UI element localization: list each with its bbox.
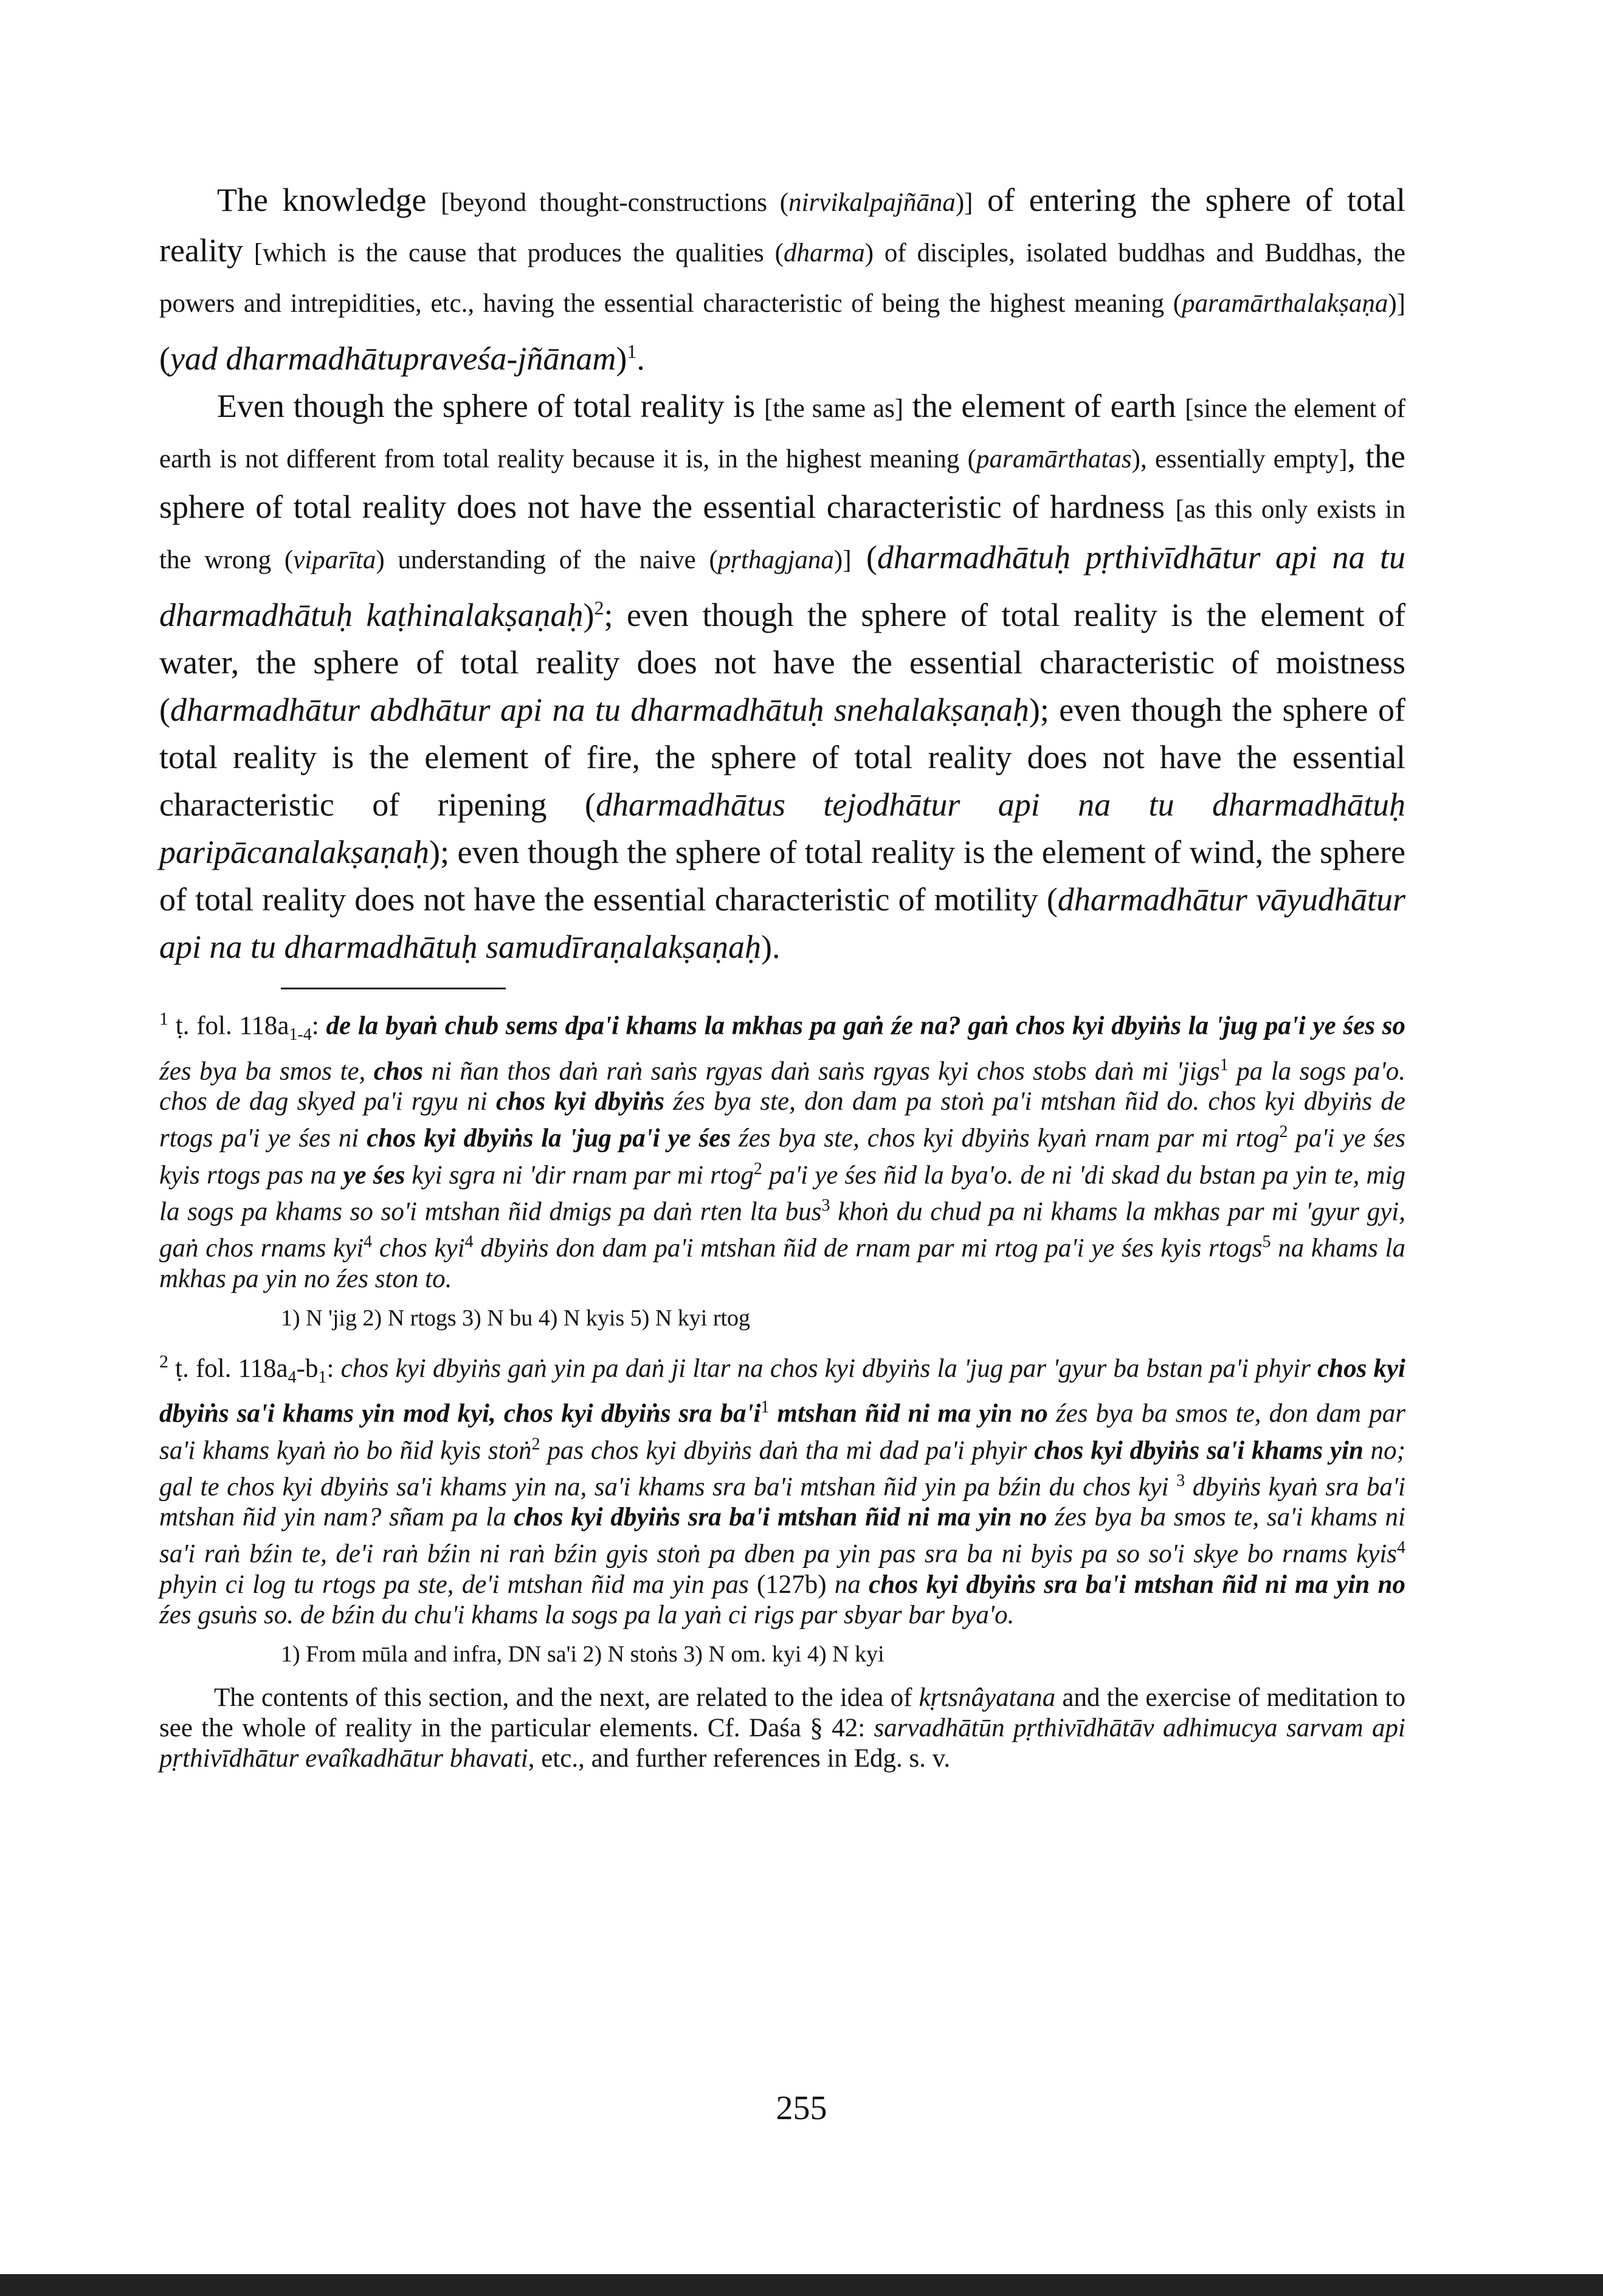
- footnote-ref-2: 2: [594, 597, 604, 619]
- page-number: 255: [776, 2089, 827, 2127]
- note-paragraph: The contents of this section, and the next, are related to the idea of kṛtsnâyatana and the exercise of meditation to see the whole of reality in the particular elements. Cf. Daśa § 42: sarvadhātūn pṛthivīdhātāv adhimucya sarvam api pṛthivīdhātur evaîkadhātur bhavati, etc., and further references in Edg. s. v.: [159, 1683, 1406, 1773]
- footnote-ref-1: 1: [627, 340, 637, 362]
- page-body: [159, 176, 1405, 1774]
- paragraph-knowledge: The knowledge [beyond thought-constructions (nirvikalpajñāna)] of entering the sphere of total reality [which is the cause that produces the qualities (dharma) of disciples, isolated buddhas and Buddhas, the powers and intrepidities, etc., having the essential characteristic of being the highest meaning (paramārthalakṣaṇa)] (yad dharmadhātupraveśa-jñānam)$^1$.: [159, 182, 1405, 377]
- footnote-2-variants: 1) From mūla and infra, DN sa'i 2) N stoṅs 3) N om. kyi 4) N kyi: [281, 1641, 884, 1667]
- scan-edge-bar: [0, 2274, 1603, 2296]
- footnote-1: $^1$ ṭ. fol. $118a_{1-4}$: de la byaṅ chub sems dpa'i khams la mkhas pa gaṅ źe na? gaṅ chos kyi dbyiṅs la 'jug pa'i ye śes so źes bya ba smos te, chos ni ñan thos daṅ raṅ saṅs rgyas daṅ saṅs rgyas kyi chos stobs daṅ mi 'jigs$^1$ pa la sogs pa'o. chos de dag skyed pa'i rgyu ni chos kyi dbyiṅs źes bya ste, don dam pa stoṅ pa'i mtshan ñid do. chos kyi dbyiṅs de rtogs pa'i ye śes ni chos kyi dbyiṅs la 'jug pa'i ye śes źes bya ste, chos kyi dbyiṅs kyaṅ rnam par mi rtog$^2$ pa'i ye śes kyis rtogs pas na ye śes kyi sgra ni 'dir rnam par mi rtog$^2$ pa'i ye śes ñid la bya'o. de ni 'di skad du bstan pa yin te, mig la sogs pa khams so so'i mtshan ñid dmigs pa daṅ rten lta bus$^3$ khoṅ du chud pa ni khams la mkhas par mi 'gyur gyi, gaṅ chos rnams kyi$^4$ chos kyi$^4$ dbyiṅs don dam pa'i mtshan ñid de rnam par mi rtog pa'i ye śes kyis rtogs$^5$ na khams la mkhas pa yin no źes ston to.: [159, 1009, 1406, 1293]
- footnote-1-variants: 1) N 'jig 2) N rtogs 3) N bu 4) N kyis 5) N kyi rtog: [281, 1305, 751, 1331]
- footnote-2: $^2$ ṭ. fol. $118a_4-b_1$: chos kyi dbyiṅs gaṅ yin pa daṅ ji ltar na chos kyi dbyiṅs la 'jug par 'gyur ba bstan pa'i phyir chos kyi dbyiṅs sa'i khams yin mod kyi, chos kyi dbyiṅs sra $ba'i^1$ mtshan ñid ni ma yin no źes bya ba smos te, don dam par sa'i khams kyaṅ ṅo bo ñid kyis stoṅ$^2$ pas chos kyi dbyiṅs daṅ tha mi dad pa'i phyir chos kyi dbyiṅs sa'i khams yin no; gal te chos kyi dbyiṅs sa'i khams yin na, sa'i khams sra ba'i mtshan ñid yin pa bźin du chos kyi $^3$ dbyiṅs kyaṅ sra ba'i mtshan ñid yin nam? sñam pa la chos kyi dbyiṅs sra ba'i mtshan ñid ni ma yin no źes bya ba smos te, sa'i khams ni sa'i raṅ bźin te, de'i raṅ bźin ni raṅ bźin gyis stoṅ pa dben pa yin pas sra ba ni byis pa so so'i skye bo rnams kyis$^4$ phyin ci log tu rtogs pa ste, de'i mtshan ñid ma yin pas (127b) na chos kyi dbyiṅs sra ba'i mtshan ñid ni ma yin no źes gsuṅs so. de bźin du chu'i khams la sogs pa la yaṅ ci rigs par sbyar bar bya'o.: [159, 1351, 1406, 1629]
- footnote-separator: [281, 988, 506, 989]
- paragraph-elements: Even though the sphere of total reality is [the same as] the element of earth [since the element of earth is not different from total reality because it is, in the highest meaning (paramārthatas), essentially empty], the sphere of total reality does not have the essential characteristic of hardness [as this only exists in the wrong (viparīta) understanding of the naive (pṛthagjana)] (dharmadhātuḥ pṛthivīdhātur api na tu dharmadhātuḥ kaṭhinalakṣaṇaḥ)$^2$; even though the sphere of total reality is the element of water, the sphere of total reality does not have the essential characteristic of moistness (dharmadhātur abdhātur api na tu dharmadhātuḥ snehalakṣaṇaḥ); even though the sphere of total reality is the element of fire, the sphere of total reality does not have the essential characteristic of ripening (dharmadhātus tejodhātur api na tu dharmadhātuḥ paripācanalakṣaṇaḥ); even though the sphere of total reality is the element of wind, the sphere of total reality does not have the essential characteristic of motility (dharmadhātur vāyudhātur api na tu dharmadhātuḥ samudīraṇalakṣaṇaḥ).: [159, 388, 1406, 965]
